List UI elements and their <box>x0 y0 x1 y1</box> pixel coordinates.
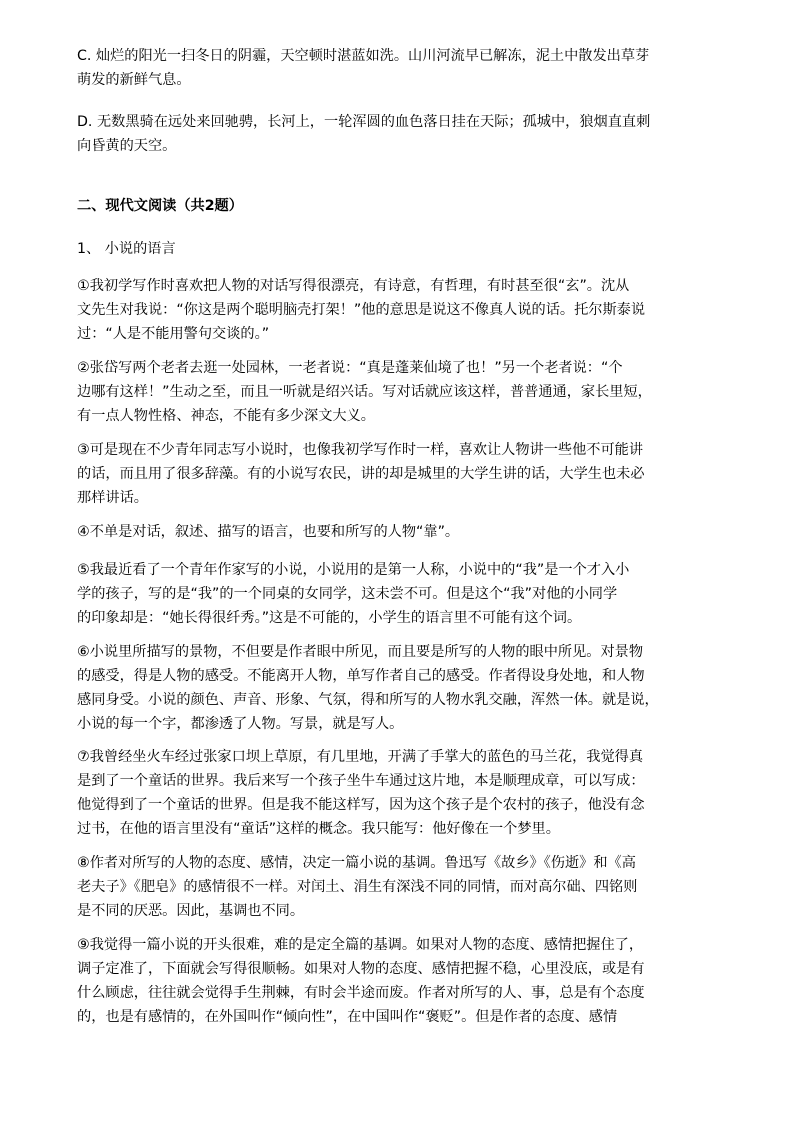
text-line: 调子定准了，下面就会写得很顺畅。如果对人物的态度、感情把握不稳，心里没底，或是有 <box>77 961 645 977</box>
text-line: ⑥小说里所描写的景物，不但要是作者眼中所见，而且要是所写的人物的眼中所见。对景物 <box>77 644 644 660</box>
text-line: 有一点人物性格、神态，不能有多少深文大义。 <box>77 408 375 424</box>
text-line: 向昏黄的天空。 <box>77 138 177 154</box>
text-line: D. 无数黑骑在远处来回驰骋，长河上，一轮浑圆的血色落日挂在天际；孤城中，狼烟直直刺 <box>77 114 651 130</box>
paragraph-6 <box>77 640 717 736</box>
text-line: 什么顾虑，往往就会觉得手生荆棘，有时会半途而废。作者对所写的人、事，总是有个态度 <box>77 985 645 1001</box>
text-line: 小说的每一个字，都渗透了人物。写景，就是写人。 <box>77 716 404 732</box>
text-line: C. 灿烂的阳光一扫冬日的阴霾，天空顿时湛蓝如洗。山川河流早已解冻，泥土中散发出草芽 <box>77 48 650 64</box>
text-line: 文先生对我说：“你这是两个聪明脑壳打架！”他的意思是说这不像真人说的话。托尔斯泰说 <box>77 302 646 318</box>
text-line: ⑤我最近看了一个青年作家写的小说，小说用的是第一人称，小说中的“我”是一个才入小 <box>77 562 630 578</box>
question-title <box>77 237 717 261</box>
section-heading-text: 二、现代文阅读（共2题） <box>77 198 243 214</box>
text-line: 感同身受。小说的颜色、声音、形象、气氛，得和所写的人物水乳交融，浑然一体。就是说， <box>77 692 659 708</box>
option-d-paragraph <box>77 110 717 158</box>
paragraph-4 <box>77 520 717 544</box>
text-line: 过：“人是不能用警句交谈的。” <box>77 326 270 342</box>
section-heading <box>77 194 717 218</box>
paragraph-7 <box>77 745 717 841</box>
text-line: 他觉得到了一个童话的世界。但是我不能这样写，因为这个孩子是个农村的孩子，他没有念 <box>77 797 645 813</box>
text-line: 的感受，得是人物的感受。不能离开人物，单写作者自己的感受。作者得设身处地，和人物 <box>77 668 645 684</box>
paragraph-2 <box>77 356 717 428</box>
text-line: 是到了一个童话的世界。我后来写一个孩子坐牛车通过这片地，本是顺理成章，可以写成： <box>77 773 645 789</box>
text-line: ①我初学写作时喜欢把人物的对话写得很漂亮，有诗意，有哲理，有时甚至很“玄”。沈从 <box>77 278 630 294</box>
text-line: ⑨我觉得一篇小说的开头很难，难的是定全篇的基调。如果对人物的态度、感情把握住了， <box>77 937 644 953</box>
paragraph-1 <box>77 274 717 346</box>
text-line: 的话，而且用了很多辞藻。有的小说写农民，讲的却是城里的大学生讲的话，大学生也未必 <box>77 466 645 482</box>
text-line: 边哪有这样！”生动之至，而且一听就是绍兴话。写对话就应该这样，普普通通，家长里短， <box>77 384 652 400</box>
option-c-paragraph <box>77 44 717 92</box>
text-line: ⑦我曾经坐火车经过张家口坝上草原，有几里地，开满了手掌大的蓝色的马兰花，我觉得真 <box>77 749 644 765</box>
paragraph-3 <box>77 438 717 510</box>
text-line: 老夫子》《肥皂》的感情很不一样。对闰土、涓生有深浅不同的同情，而对高尔础、四铭则 <box>77 879 638 895</box>
text-line: 的印象却是：“她长得很纤秀。”这是不可能的，小学生的语言里不可能有这个词。 <box>77 610 582 626</box>
question-title-text: 1、 小说的语言 <box>77 241 176 257</box>
text-line: ④不单是对话，叙述、描写的语言，也要和所写的人物“靠”。 <box>77 524 460 540</box>
text-line: 是不同的厌恶。因此，基调也不同。 <box>77 903 305 919</box>
paragraph-8 <box>77 851 717 923</box>
text-line: 学的孩子，写的是“我”的一个同桌的女同学，这未尝不可。但是这个“我”对他的小同学 <box>77 586 618 602</box>
text-line: 的，也是有感情的，在外国叫作“倾向性”，在中国叫作“褒贬”。但是作者的态度、感情 <box>77 1009 618 1025</box>
text-line: ③可是现在不少青年同志写小说时，也像我初学写作时一样，喜欢让人物讲一些他不可能讲 <box>77 442 644 458</box>
text-line: 萌发的新鲜气息。 <box>77 72 191 88</box>
paragraph-5 <box>77 558 717 630</box>
text-line: ②张岱写两个老者去逛一处园林，一老者说：“真是蓬莱仙境了也！”另一个老者说：“个 <box>77 360 623 376</box>
paragraph-9 <box>77 933 717 1029</box>
text-line: ⑧作者对所写的人物的态度、感情，决定一篇小说的基调。鲁迅写《故乡》《伤逝》和《高 <box>77 855 636 871</box>
text-line: 那样讲话。 <box>77 490 148 506</box>
text-line: 过书，在他的语言里没有“童话”这样的概念。我只能写：他好像在一个梦里。 <box>77 821 560 837</box>
